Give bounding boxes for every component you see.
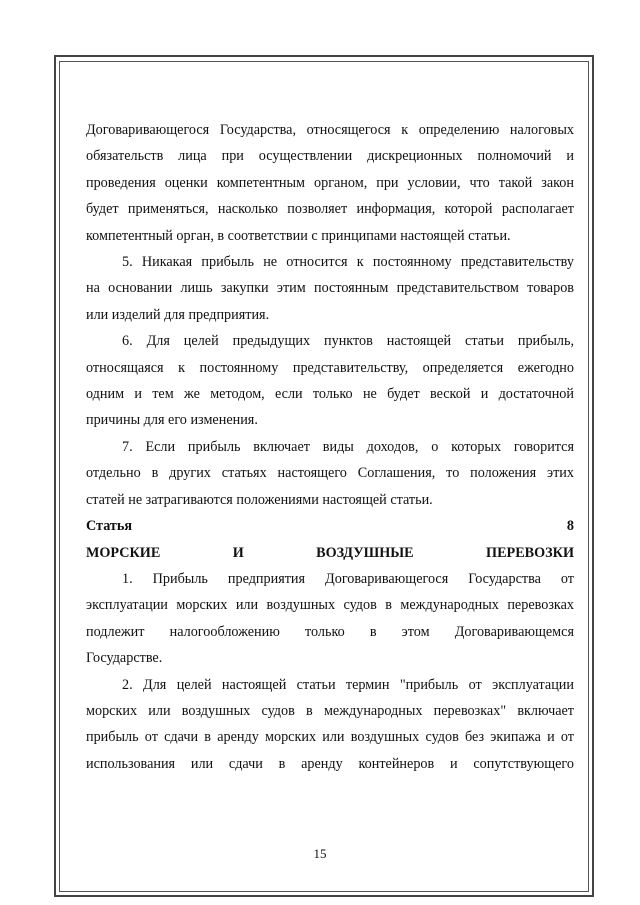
text-line: Договаривающегося Государства, относящегося к определению налоговых <box>86 122 574 138</box>
text-line: отдельно в других статьях настоящего Соглашения, то положения этих <box>86 465 574 482</box>
text-line: или изделий для предприятия. <box>86 306 270 323</box>
page-number: 15 <box>313 846 327 861</box>
text-line: относящаяся к постоянному представительству, определяется ежегодно <box>86 359 574 376</box>
article-title: МОРСКИЕ И ВОЗДУШНЫЕ ПЕРЕВОЗКИ <box>86 544 574 561</box>
text-line: эксплуатации морских или воздушных судов в международных перевозках <box>86 597 574 614</box>
text-line: компетентный орган, в соответствии с принципами настоящей статьи. <box>86 227 511 244</box>
text-line: проведения оценки компетентным органом, при условии, что такой закон <box>86 174 574 191</box>
text-line: Государстве. <box>86 650 163 667</box>
paragraph-point-5 <box>86 249 574 328</box>
text-line: на основании лишь закупки этим постоянным представительством товаров <box>86 280 574 297</box>
article-number: Статья 8 <box>86 518 574 535</box>
paragraph-point-7 <box>86 434 574 513</box>
paragraph-continuation <box>86 117 574 249</box>
text-line: обязательств лица при осуществлении дискреционных полномочий и <box>86 148 574 165</box>
text-line: 1. Прибыль предприятия Договаривающегося Государства от <box>122 570 574 587</box>
text-line: причины для его изменения. <box>86 412 258 429</box>
text-line: 5. Никакая прибыль не относится к постоянному представительству <box>122 254 574 271</box>
paragraph-article8-point-1 <box>86 566 574 672</box>
paragraph-point-6 <box>86 328 574 434</box>
text-line: 7. Если прибыль включает виды доходов, о которых говорится <box>122 438 574 455</box>
text-line: статей не затрагиваются положениями настоящей статьи. <box>86 491 433 508</box>
paragraph-article8-point-2 <box>86 672 574 778</box>
text-line: использования или сдачи в аренду контейнеров и сопутствующего <box>86 755 574 772</box>
document-body <box>86 117 574 777</box>
text-line: прибыль от сдачи в аренду морских или воздушных судов без экипажа и от <box>86 729 574 746</box>
text-line: морских или воздушных судов в международных перевозках" включает <box>86 702 574 719</box>
text-line: подлежит налогообложению только в этом Договаривающемся <box>86 623 574 640</box>
text-line: одним и тем же методом, если только не будет веской и достаточной <box>86 386 574 403</box>
text-line: будет применяться, насколько позволяет информация, которой располагает <box>86 201 574 218</box>
text-line: 6. Для целей предыдущих пунктов настоящей статьи прибыль, <box>122 333 574 350</box>
text-line: 2. Для целей настоящей статьи термин "прибыль от эксплуатации <box>122 676 574 693</box>
